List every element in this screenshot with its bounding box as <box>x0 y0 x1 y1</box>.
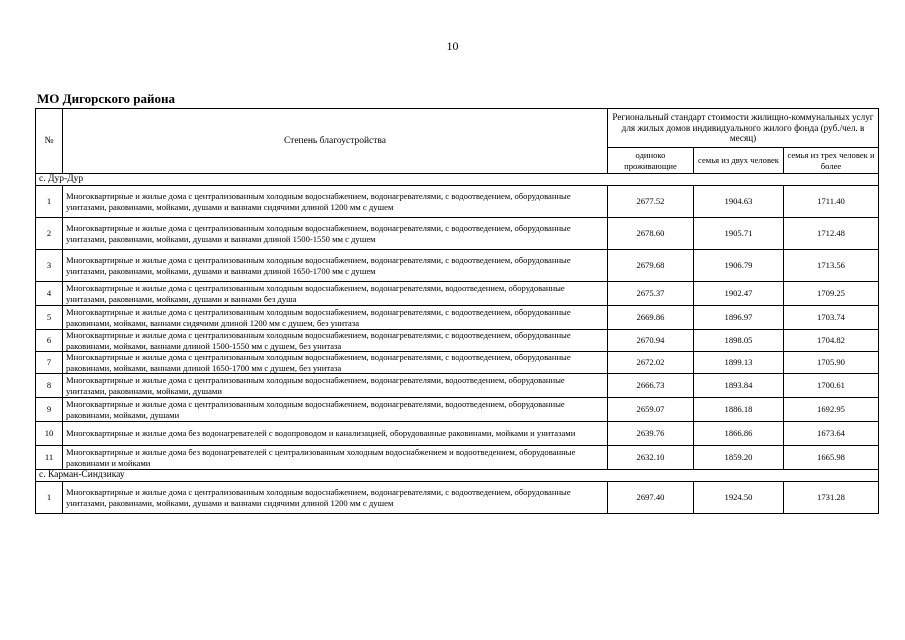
table-row <box>36 186 879 218</box>
value-single: 2669.86 <box>608 306 694 330</box>
value-single: 2632.10 <box>608 446 694 470</box>
row-description: Многоквартирные и жилые дома без водонагревателей с водопроводом и канализацией, оборудованные раковинами, мойками и унитазами <box>63 422 608 446</box>
row-number: 9 <box>36 398 63 422</box>
value-single: 2672.02 <box>608 352 694 374</box>
table-row <box>36 306 879 330</box>
row-description: Многоквартирные и жилые дома с централизованным холодным водоснабжением, водонагревателями, водоотведением, оборудованные раковинами, мойками, душами <box>63 398 608 422</box>
row-description: Многоквартирные и жилые дома с централизованным холодным водоснабжением, водонагревателями, водоотведением, оборудованные унитазами, раковинами, мойками, душами <box>63 374 608 398</box>
row-number: 5 <box>36 306 63 330</box>
value-two: 1904.63 <box>694 186 784 218</box>
table-row <box>36 482 879 514</box>
header-no: № <box>36 109 63 174</box>
row-description: Многоквартирные и жилые дома с централизованным холодным водоснабжением, водонагревателями, с водоотведением, оборудованные унитазами, раковинами, мойками, душами и ваннами длиной 1650-1700 мм с душем <box>63 250 608 282</box>
value-three: 1731.28 <box>784 482 879 514</box>
value-three: 1692.95 <box>784 398 879 422</box>
table-row <box>36 446 879 470</box>
table-row <box>36 282 879 306</box>
value-two: 1896.97 <box>694 306 784 330</box>
table-row <box>36 352 879 374</box>
row-description: Многоквартирные и жилые дома с централизованным холодным водоснабжением, водонагревателями, с водоотведением, оборудованные унитазами, раковинами, мойками, душами и ваннами сидячими длиной 1200 мм с душем <box>63 186 608 218</box>
value-three: 1709.25 <box>784 282 879 306</box>
row-number: 3 <box>36 250 63 282</box>
value-single: 2670.94 <box>608 330 694 352</box>
value-three: 1704.82 <box>784 330 879 352</box>
value-single: 2639.76 <box>608 422 694 446</box>
table-row <box>36 374 879 398</box>
section-title: МО Дигорского района <box>37 91 176 106</box>
row-description: Многоквартирные и жилые дома с централизованным холодным водоснабжением, водонагревателями, с водоотведением, оборудованные раковинами, мойками, ваннами сидячими длиной 1200 мм с душем, без унитаза <box>63 306 608 330</box>
tariff-table <box>35 108 879 514</box>
header-two-person: семья из двух человек <box>694 148 784 174</box>
table-row <box>36 398 879 422</box>
value-single: 2666.73 <box>608 374 694 398</box>
row-description: Многоквартирные и жилые дома с централизованным холодным водоснабжением, водонагревателями, с водоотведением, оборудованные раковинами, мойками, ваннами длиной 1650-1700 мм с душем, без унитаза <box>63 352 608 374</box>
value-three: 1713.56 <box>784 250 879 282</box>
header-description: Степень благоустройства <box>63 109 608 174</box>
section-name: с. Карман-Синдзикау <box>36 470 879 482</box>
row-number: 1 <box>36 482 63 514</box>
section-row <box>36 174 879 186</box>
page-number: 10 <box>446 39 459 53</box>
value-single: 2678.60 <box>608 218 694 250</box>
value-three: 1665.98 <box>784 446 879 470</box>
row-description: Многоквартирные и жилые дома без водонагревателей с централизованным холодным водоснабжением и водоотведением, оборудованные раковинами и мойками <box>63 446 608 470</box>
row-number: 2 <box>36 218 63 250</box>
value-three: 1712.48 <box>784 218 879 250</box>
value-two: 1893.84 <box>694 374 784 398</box>
row-description: Многоквартирные и жилые дома с централизованным холодным водоснабжением, водонагревателями, с водоотведением, оборудованные раковинами, мойками, ваннами длиной 1500-1550 мм с душем, без унитаза <box>63 330 608 352</box>
row-number: 11 <box>36 446 63 470</box>
value-single: 2697.40 <box>608 482 694 514</box>
value-two: 1902.47 <box>694 282 784 306</box>
row-number: 4 <box>36 282 63 306</box>
row-number: 10 <box>36 422 63 446</box>
row-description: Многоквартирные и жилые дома с централизованным холодным водоснабжением, водонагревателями, водоотведением, оборудованные унитазами, раковинами, мойками, душами и ваннами без душа <box>63 282 608 306</box>
table-row <box>36 250 879 282</box>
row-number: 1 <box>36 186 63 218</box>
value-single: 2677.52 <box>608 186 694 218</box>
value-three: 1703.74 <box>784 306 879 330</box>
row-description: Многоквартирные и жилые дома с централизованным холодным водоснабжением, водонагревателями, с водоотведением, оборудованные унитазами, раковинами, мойками, душами и ваннами сидячими длиной 1200 мм с душем <box>63 482 608 514</box>
value-two: 1899.13 <box>694 352 784 374</box>
table-row <box>36 422 879 446</box>
value-single: 2679.68 <box>608 250 694 282</box>
value-three: 1711.40 <box>784 186 879 218</box>
table-row <box>36 330 879 352</box>
value-two: 1886.18 <box>694 398 784 422</box>
header-three-plus: семья из трех человек и более <box>784 148 879 174</box>
value-two: 1898.05 <box>694 330 784 352</box>
value-three: 1705.90 <box>784 352 879 374</box>
value-two: 1905.71 <box>694 218 784 250</box>
value-two: 1924.50 <box>694 482 784 514</box>
section-name: с. Дур-Дур <box>36 174 879 186</box>
header-single: одиноко проживающие <box>608 148 694 174</box>
header-group: Региональный стандарт стоимости жилищно-коммунальных услуг для жилых домов индивидуального жилого фонда (руб./чел. в месяц) <box>608 109 879 148</box>
row-number: 6 <box>36 330 63 352</box>
value-single: 2675.37 <box>608 282 694 306</box>
value-two: 1866.86 <box>694 422 784 446</box>
table-row <box>36 218 879 250</box>
value-three: 1673.64 <box>784 422 879 446</box>
value-two: 1906.79 <box>694 250 784 282</box>
section-row <box>36 470 879 482</box>
row-description: Многоквартирные и жилые дома с централизованным холодным водоснабжением, водонагревателями, с водоотведением, оборудованные унитазами, раковинами, мойками, душами и ваннами длиной 1500-1550 мм с душем <box>63 218 608 250</box>
row-number: 7 <box>36 352 63 374</box>
value-three: 1700.61 <box>784 374 879 398</box>
value-single: 2659.07 <box>608 398 694 422</box>
row-number: 8 <box>36 374 63 398</box>
value-two: 1859.20 <box>694 446 784 470</box>
